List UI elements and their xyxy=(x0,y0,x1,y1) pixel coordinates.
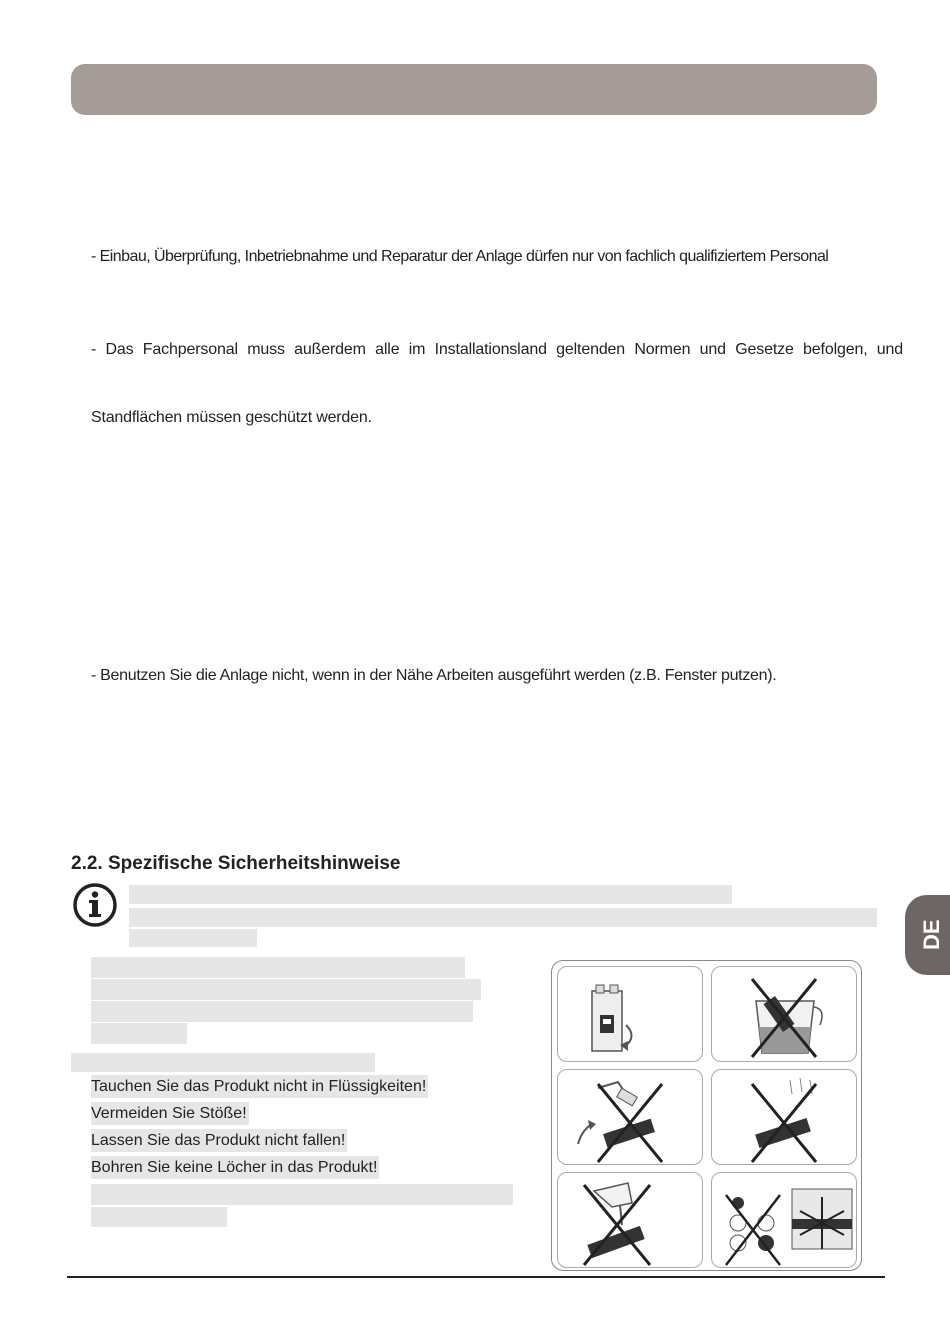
warning-item: Tauchen Sie das Produkt nicht in Flüssigkeiten! xyxy=(91,1075,428,1098)
warning-item: Bohren Sie keine Löcher in das Produkt! xyxy=(91,1156,379,1179)
text-block-a2 xyxy=(91,979,481,1000)
paragraph-standards: - Das Fachpersonal muss außerdem alle im Installationsland geltenden Normen und Gesetze befolgen, und xyxy=(91,341,904,358)
paragraph-installation: - Einbau, Überprüfung, Inbetriebnahme und Reparatur der Anlage dürfen nur von fachlich qualifiziertem Personal xyxy=(91,248,829,265)
circuit-breaker-icon xyxy=(557,966,703,1062)
footer-rule xyxy=(67,1276,885,1278)
paragraph-surfaces: Standflächen müssen geschützt werden. xyxy=(91,409,372,426)
language-tab-label: DE xyxy=(919,919,944,950)
no-hammer-impact-icon xyxy=(557,1069,703,1165)
no-frost-operation-icon xyxy=(711,1172,857,1268)
text-block-a3 xyxy=(91,1001,473,1022)
info-circle-icon xyxy=(71,882,121,928)
text-block-b1 xyxy=(71,1053,375,1072)
no-drop-icon xyxy=(711,1069,857,1165)
text-block-a1 xyxy=(91,957,465,978)
text-block-a4 xyxy=(91,1023,187,1044)
text-block-c2 xyxy=(91,1207,227,1227)
text-block-c1 xyxy=(91,1184,513,1205)
no-drilling-icon xyxy=(557,1172,703,1268)
section-title: 2.2. Spezifische Sicherheitshinweise xyxy=(71,853,401,874)
info-text-block-2 xyxy=(129,908,877,927)
warning-item: Vermeiden Sie Stöße! xyxy=(91,1102,249,1125)
language-tab xyxy=(905,895,950,975)
info-text-block-1 xyxy=(129,885,732,904)
safety-figure xyxy=(551,960,862,1271)
no-liquid-immersion-icon xyxy=(711,966,857,1062)
info-text-block-3 xyxy=(129,929,257,947)
paragraph-nearby-work: - Benutzen Sie die Anlage nicht, wenn in der Nähe Arbeiten ausgeführt werden (z.B. Fenster putzen). xyxy=(91,667,777,684)
warning-item: Lassen Sie das Produkt nicht fallen! xyxy=(91,1129,347,1152)
header-bar xyxy=(71,64,877,115)
